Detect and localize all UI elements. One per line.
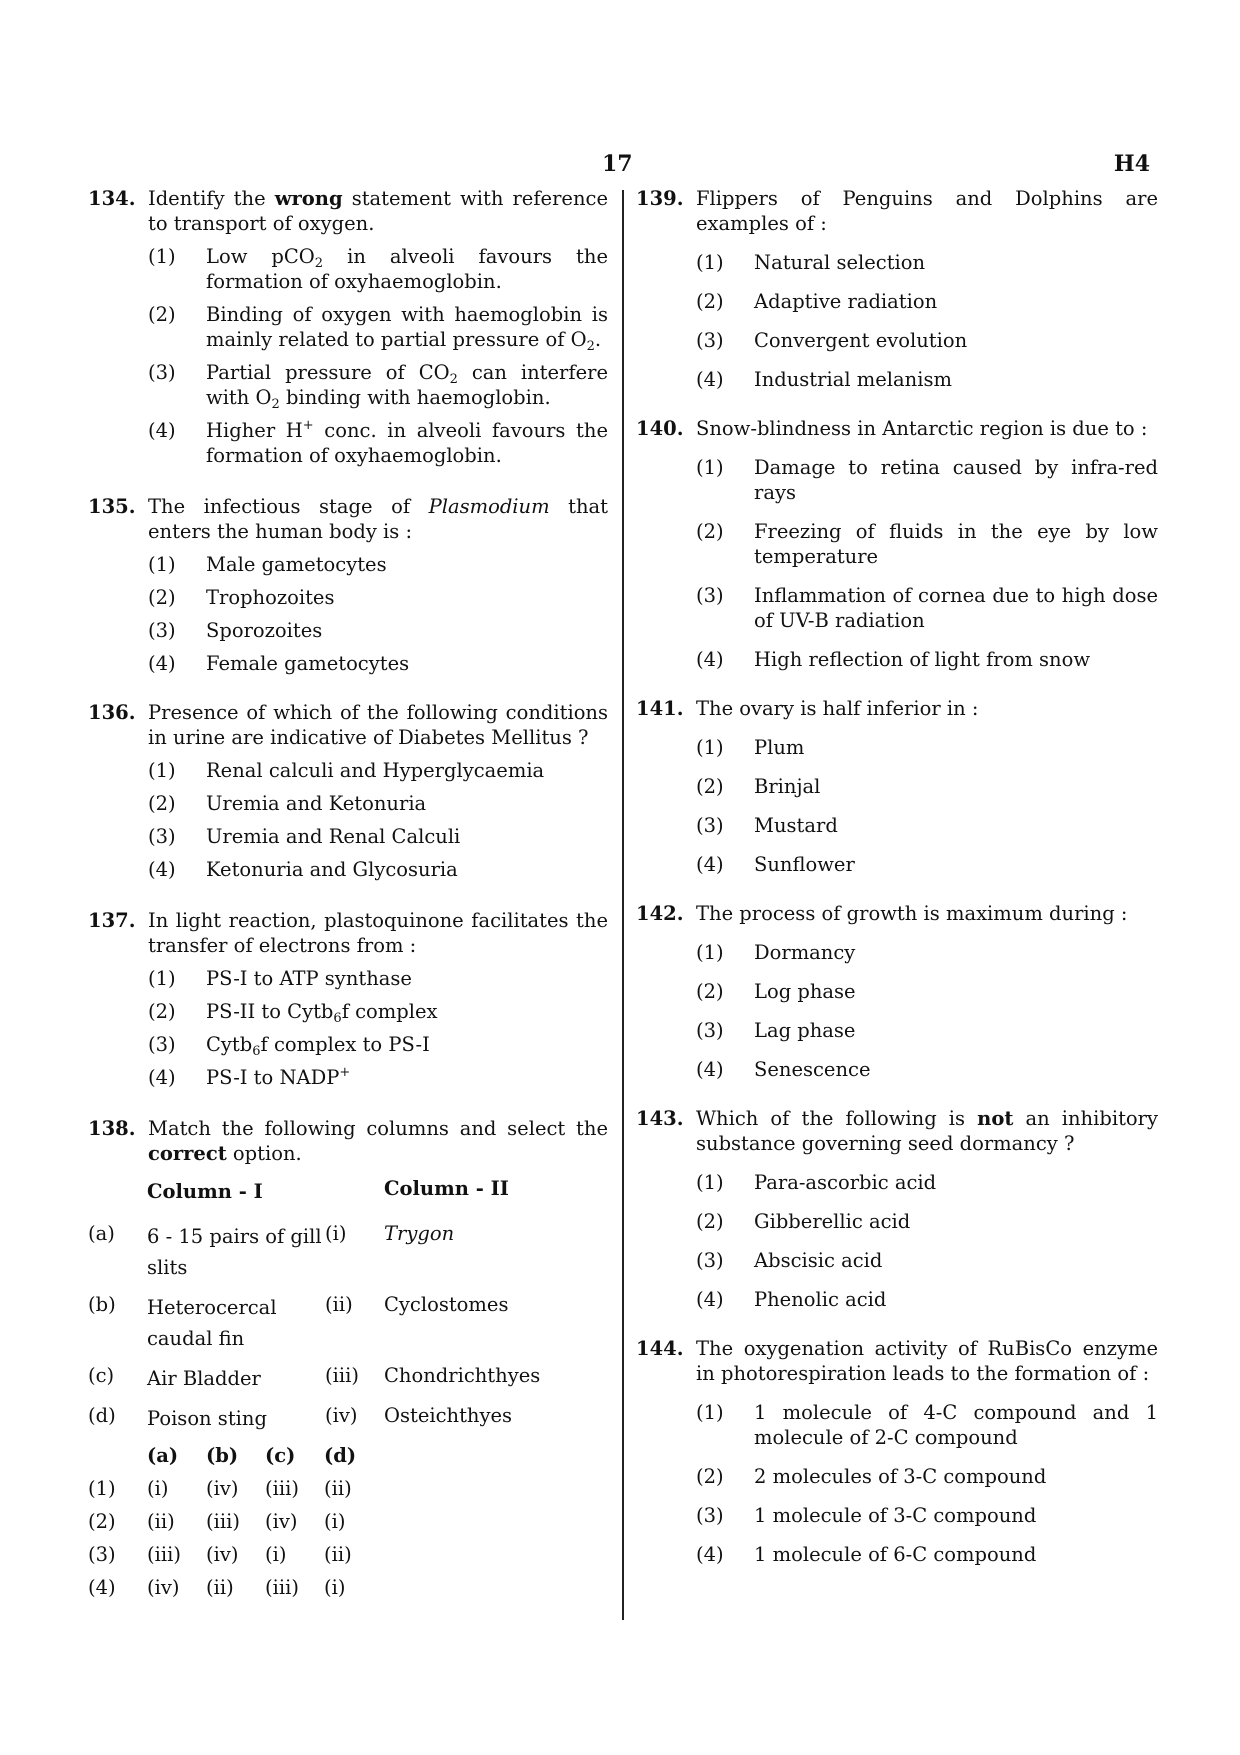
column-2-heading: Column - II	[384, 1177, 509, 1200]
question-text: Snow-blindness in Antarctic region is due to :	[696, 417, 1148, 440]
options	[148, 244, 608, 468]
question-number: 135.	[88, 495, 136, 518]
right-column	[636, 186, 1158, 1581]
option-1[interactable]: (1) 1 molecule of 4-C compound and 1 molecule of 2-C compound	[696, 1401, 1158, 1449]
option-2[interactable]: (2) Gibberellic acid	[696, 1210, 911, 1233]
option-2[interactable]: (2) Binding of oxygen with haemoglobin is mainly related to partial pressure of $O_2$.	[148, 303, 608, 354]
option-1[interactable]: (1) Renal calculi and Hyperglycaemia	[148, 759, 545, 782]
question-text: The ovary is half inferior in :	[696, 697, 979, 720]
paper-code: H4	[1113, 151, 1150, 177]
question-139	[636, 186, 1158, 392]
question-number: 140.	[636, 417, 684, 440]
column-divider	[622, 190, 624, 1620]
options	[696, 455, 1158, 672]
options	[148, 966, 608, 1090]
match-header	[88, 1176, 608, 1207]
question-number: 136.	[88, 701, 136, 724]
option-4[interactable]: (4) Higher H+ conc. in alveoli favours the formation of oxyhaemoglobin.	[148, 418, 608, 467]
options	[148, 552, 608, 676]
question-138	[88, 1116, 608, 1600]
question-142	[636, 901, 1158, 1082]
option-4[interactable]: (4) Senescence	[696, 1058, 871, 1081]
match-row: (b) Heterocercal caudal fin (ii) Cyclostomes	[88, 1293, 509, 1350]
option-3[interactable]: (3) 1 molecule of 3-C compound	[696, 1504, 1037, 1527]
question-text: The process of growth is maximum during :	[696, 902, 1128, 925]
question-140	[636, 416, 1158, 672]
match-row: (c) Air Bladder (iii) Chondrichthyes	[88, 1364, 541, 1390]
question-text: Identify the wrong statement with reference to transport of oxygen.	[148, 187, 608, 235]
question-number: 141.	[636, 697, 684, 720]
option-1[interactable]: (1) Para-ascorbic acid	[696, 1171, 937, 1194]
option-1[interactable]: (1) Plum	[696, 736, 805, 759]
question-136	[88, 700, 608, 882]
option-3[interactable]: (3) (iii) (iv) (i) (ii)	[88, 1543, 352, 1566]
option-3[interactable]: (3) Partial pressure of $CO_2$ can interfere with $O_2$ binding with haemoglobin.	[148, 361, 608, 412]
option-2[interactable]: (2) Log phase	[696, 980, 856, 1003]
option-4[interactable]: (4) (iv) (ii) (iii) (i)	[88, 1576, 346, 1599]
option-3[interactable]: (3) Mustard	[696, 814, 838, 837]
option-4[interactable]: (4) Phenolic acid	[696, 1288, 887, 1311]
option-2[interactable]: (2) PS-II to Cytb$_6$f complex	[148, 1000, 438, 1026]
option-2[interactable]: (2) Uremia and Ketonuria	[148, 792, 427, 815]
question-text: The oxygenation activity of RuBisCo enzyme in photorespiration leads to the formation of :	[696, 1337, 1158, 1385]
match-row: (d) Poison sting (iv) Osteichthyes	[88, 1404, 513, 1430]
option-3[interactable]: (3) Lag phase	[696, 1019, 856, 1042]
option-3[interactable]: (3) Cytb$_6$f complex to PS-I	[148, 1033, 430, 1059]
question-text: Match the following columns and select the correct option.	[148, 1117, 608, 1165]
question-text: The infectious stage of Plasmodium that enters the human body is :	[148, 495, 608, 543]
option-1[interactable]: (1) Natural selection	[696, 251, 926, 274]
option-4[interactable]: (4) Sunflower	[696, 853, 855, 876]
question-number: 144.	[636, 1337, 684, 1360]
option-3[interactable]: (3) Abscisic acid	[696, 1249, 883, 1272]
options	[696, 735, 1158, 877]
options	[696, 1400, 1158, 1567]
question-141	[636, 696, 1158, 877]
option-4[interactable]: (4) Industrial melanism	[696, 368, 952, 391]
option-4[interactable]: (4) Female gametocytes	[148, 652, 410, 675]
option-2[interactable]: (2) Trophozoites	[148, 586, 335, 609]
option-1[interactable]: (1) Damage to retina caused by infra-red rays	[696, 456, 1158, 504]
option-1[interactable]: (1) Low pCO$_2$ in alveoli favours the formation of oxyhaemoglobin.	[148, 245, 608, 293]
question-137	[88, 908, 608, 1090]
question-text: Flippers of Penguins and Dolphins are examples of :	[696, 187, 1158, 235]
option-4[interactable]: (4) High reflection of light from snow	[696, 648, 1091, 671]
option-1[interactable]: (1) (i) (iv) (iii) (ii)	[88, 1477, 352, 1500]
match-table	[88, 1176, 608, 1600]
left-column	[88, 186, 608, 1608]
column-1-heading: Column - I	[147, 1180, 263, 1203]
option-1[interactable]: (1) Dormancy	[696, 941, 856, 964]
options	[696, 940, 1158, 1082]
option-4[interactable]: (4) 1 molecule of 6-C compound	[696, 1543, 1037, 1566]
question-number: 143.	[636, 1107, 684, 1130]
option-3[interactable]: (3) Inflammation of cornea due to high dose of UV-B radiation	[696, 584, 1158, 632]
question-number: 137.	[88, 909, 136, 932]
question-text: In light reaction, plastoquinone facilitates the transfer of electrons from :	[148, 909, 608, 957]
option-1[interactable]: (1) Male gametocytes	[148, 553, 387, 576]
option-2[interactable]: (2) Brinjal	[696, 775, 821, 798]
page-number: 17	[602, 151, 633, 177]
question-number: 138.	[88, 1117, 136, 1140]
question-143	[636, 1106, 1158, 1312]
question-144	[636, 1336, 1158, 1567]
question-134	[88, 186, 608, 468]
option-1[interactable]: (1) PS-I to ATP synthase	[148, 967, 412, 990]
option-4[interactable]: (4) PS-I to NADP+	[148, 1065, 351, 1089]
options	[696, 250, 1158, 392]
option-3[interactable]: (3) Convergent evolution	[696, 329, 968, 352]
options	[148, 758, 608, 882]
question-text: Presence of which of the following conditions in urine are indicative of Diabetes Mellitus ?	[148, 701, 608, 749]
question-135	[88, 494, 608, 676]
options	[696, 1170, 1158, 1312]
option-2[interactable]: (2) Freezing of fluids in the eye by low temperature	[696, 520, 1158, 568]
answer-grid-header: (a) (b) (c) (d)	[147, 1444, 357, 1467]
option-3[interactable]: (3) Uremia and Renal Calculi	[148, 825, 461, 848]
option-2[interactable]: (2) Adaptive radiation	[696, 290, 938, 313]
question-number: 134.	[88, 187, 136, 210]
question-number: 142.	[636, 902, 684, 925]
option-2[interactable]: (2) 2 molecules of 3-C compound	[696, 1465, 1047, 1488]
match-row: (a) 6 - 15 pairs of gill slits (i) Trygon	[88, 1222, 455, 1279]
option-4[interactable]: (4) Ketonuria and Glycosuria	[148, 858, 458, 881]
question-number: 139.	[636, 187, 684, 210]
option-3[interactable]: (3) Sporozoites	[148, 619, 323, 642]
option-2[interactable]: (2) (ii) (iii) (iv) (i)	[88, 1510, 346, 1533]
question-text: Which of the following is not an inhibitory substance governing seed dormancy ?	[696, 1107, 1158, 1155]
